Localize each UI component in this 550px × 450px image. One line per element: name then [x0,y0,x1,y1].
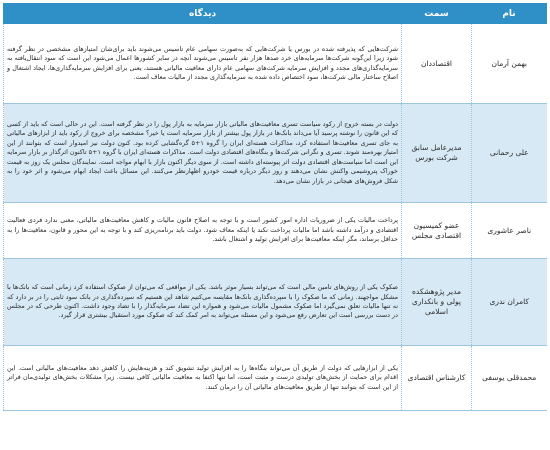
person-name: کامران ندری [472,259,547,346]
table-row [4,259,547,346]
person-name: علی رحمانی [472,104,547,203]
person-view: یکی از ابزارهایی که دولت از طریق آن می‌تواند بنگاه‌ها را به افزایش تولید تشویق کند و هزینه‌هایش را کاهش دهد معافیت‌های مالیاتی است. این اقدام برای حمایت از بخش‌های تولیدی درست و مثبت است، اما تنها اکتفا به معافیت مالیاتی کافی نیست. زیرا مشکلات بخش‌های تولیدی‌مان فراتر از این است که بتوانند تنها از طریق معافیت‌های مالیاتی آن را درمان کنند. [4,346,402,411]
table-row [4,104,547,203]
person-role: مدیر پژوهشکده پولی و بانکداری اسلامی [402,259,472,346]
table-row [4,203,547,259]
header-role: سمت [402,4,472,24]
person-view: دولت در بسته خروج از رکود سیاست تسری معافیت‌های مالیاتی بازار سرمایه به بازار پول را در نظر گرفته است. این در حالی است که باید از کسی که این قانون را نوشته پرسید آیا می‌داند بانک‌ها در بازار پول بیشتر از بازار سرمایه است یا خیر؟ مشخصه برای خروج از رکود باید از ابزارهای مالیاتی به جای تسری معافیت‌ها استفاده کرد، مذاکرات هسته‌ای ایران را گروه ۱+۵ گره‌گشایی کرده بود. کنون دولت نیز امیدوار است که بتوانند از این امتیاز بهره‌مند شوند. تسری و نگرانی شرکت‌ها و بنگاه‌های اقتصادی دولت است. مذاکرات هسته‌ای ایران با گروه ۱+۵ تاکنون اثرگذار بر بازار سرمایه این است اما سیاست‌های اقتصادی دولت اثر پیوسته‌ای داشته است. از سوی دیگر اکنون بازار با ابهام مواجه است. نمایندگان مجلس یک روز به قیمت خوراک پتروشیمی واکنش نشان می‌دهند و روز دیگر درباره قیمت خودرو اظهارنظر می‌کنند. این مسائل باعث ایجاد ابهام می‌شود و اثر خود را به شکل فروش‌های هیجانی در بازار نشان می‌دهد. [4,104,402,203]
table-row [4,24,547,104]
person-view: شرکت‌هایی که پذیرفته شده در بورس یا شرکت‌هایی که به‌صورت سهامی عام تاسیس می‌شوند باید برای‌شان امتیازهای مشخصی در نظر گرفته شود زیرا این‌گونه شرکت‌ها سرمایه‌های خرد صدها هزار نفر تاسیس می‌شوند آنچه در سایر کشورها اعمال می‌شود این است که سود انتقال‌یافته به سرمایه‌گذاری‌های مجدد و افزایش سرمایه شرکت‌های سهامی عام دارای معافیت مالیاتی هستند، یعنی برای افزایش سرمایه‌گذاری‌ها، ایجاد اشتغال و اصلاح ساختار مالی شرکت‌ها، سود اختصاص داده شده به سرمایه‌گذاری مجدد از مالیات معاف است. [4,24,402,104]
opinions-table-container [3,3,546,411]
table-row [4,346,547,411]
person-name: بهمن آرمان [472,24,547,104]
opinions-table [3,3,547,411]
header-view: دیدگاه [4,4,402,24]
person-name: ناصر عاشوری [472,203,547,259]
person-role: اقتصاددان [402,24,472,104]
header-name: نام [472,4,547,24]
person-role: کارشناس اقتصادی [402,346,472,411]
person-role: مدیرعامل سابق شرکت بورس [402,104,472,203]
person-view: صکوک یکی از روش‌های تامین مالی است که می‌تواند بسیار موثر باشد. یکی از مواقعی که می‌توان از صکوک استفاده کرد زمانی است که بانک‌ها با مشکل مواجهند. زمانی که ما صکوک را با سپرده‌گذاری بانک‌ها مقایسه می‌کنیم شاهد این هستیم که سپرده‌گذاری در بانک سود ثابتی را در بر دارد که نه تنها مالیات تعلق نمی‌گیرد اما صکوک مشمول مالیات می‌شود و همواره این تضاد سرمایه‌گذار را با تضاد وجود داشت. اکنون طرحی که در مجلس در دست بررسی است این تعارض رفع می‌شود و این مسئله می‌تواند به امر کمک کند که صکوک مورد استقبال بیشتری قرار گیرد. [4,259,402,346]
person-view: پرداخت مالیات یکی از ضروریات اداره امور کشور است و با توجه به اصلاح قانون مالیات و کاهش معافیت‌های مالیاتی، معنی ندارد فردی فعالیت اقتصادی و درآمد داشته باشد اما مالیات پرداخت نکند یا اینکه معاف شود. دولت باید برنامه‌ریزی کند و با توجه به این محور و قانون، معافیت‌ها را به حداقل برساند، مگر اینکه معافیت‌ها برای افزایش تولید و اشتغال باشد. [4,203,402,259]
person-role: عضو کمیسیون اقتصادی مجلس [402,203,472,259]
table-header-row [4,4,547,24]
person-name: محمدقلی یوسفی [472,346,547,411]
